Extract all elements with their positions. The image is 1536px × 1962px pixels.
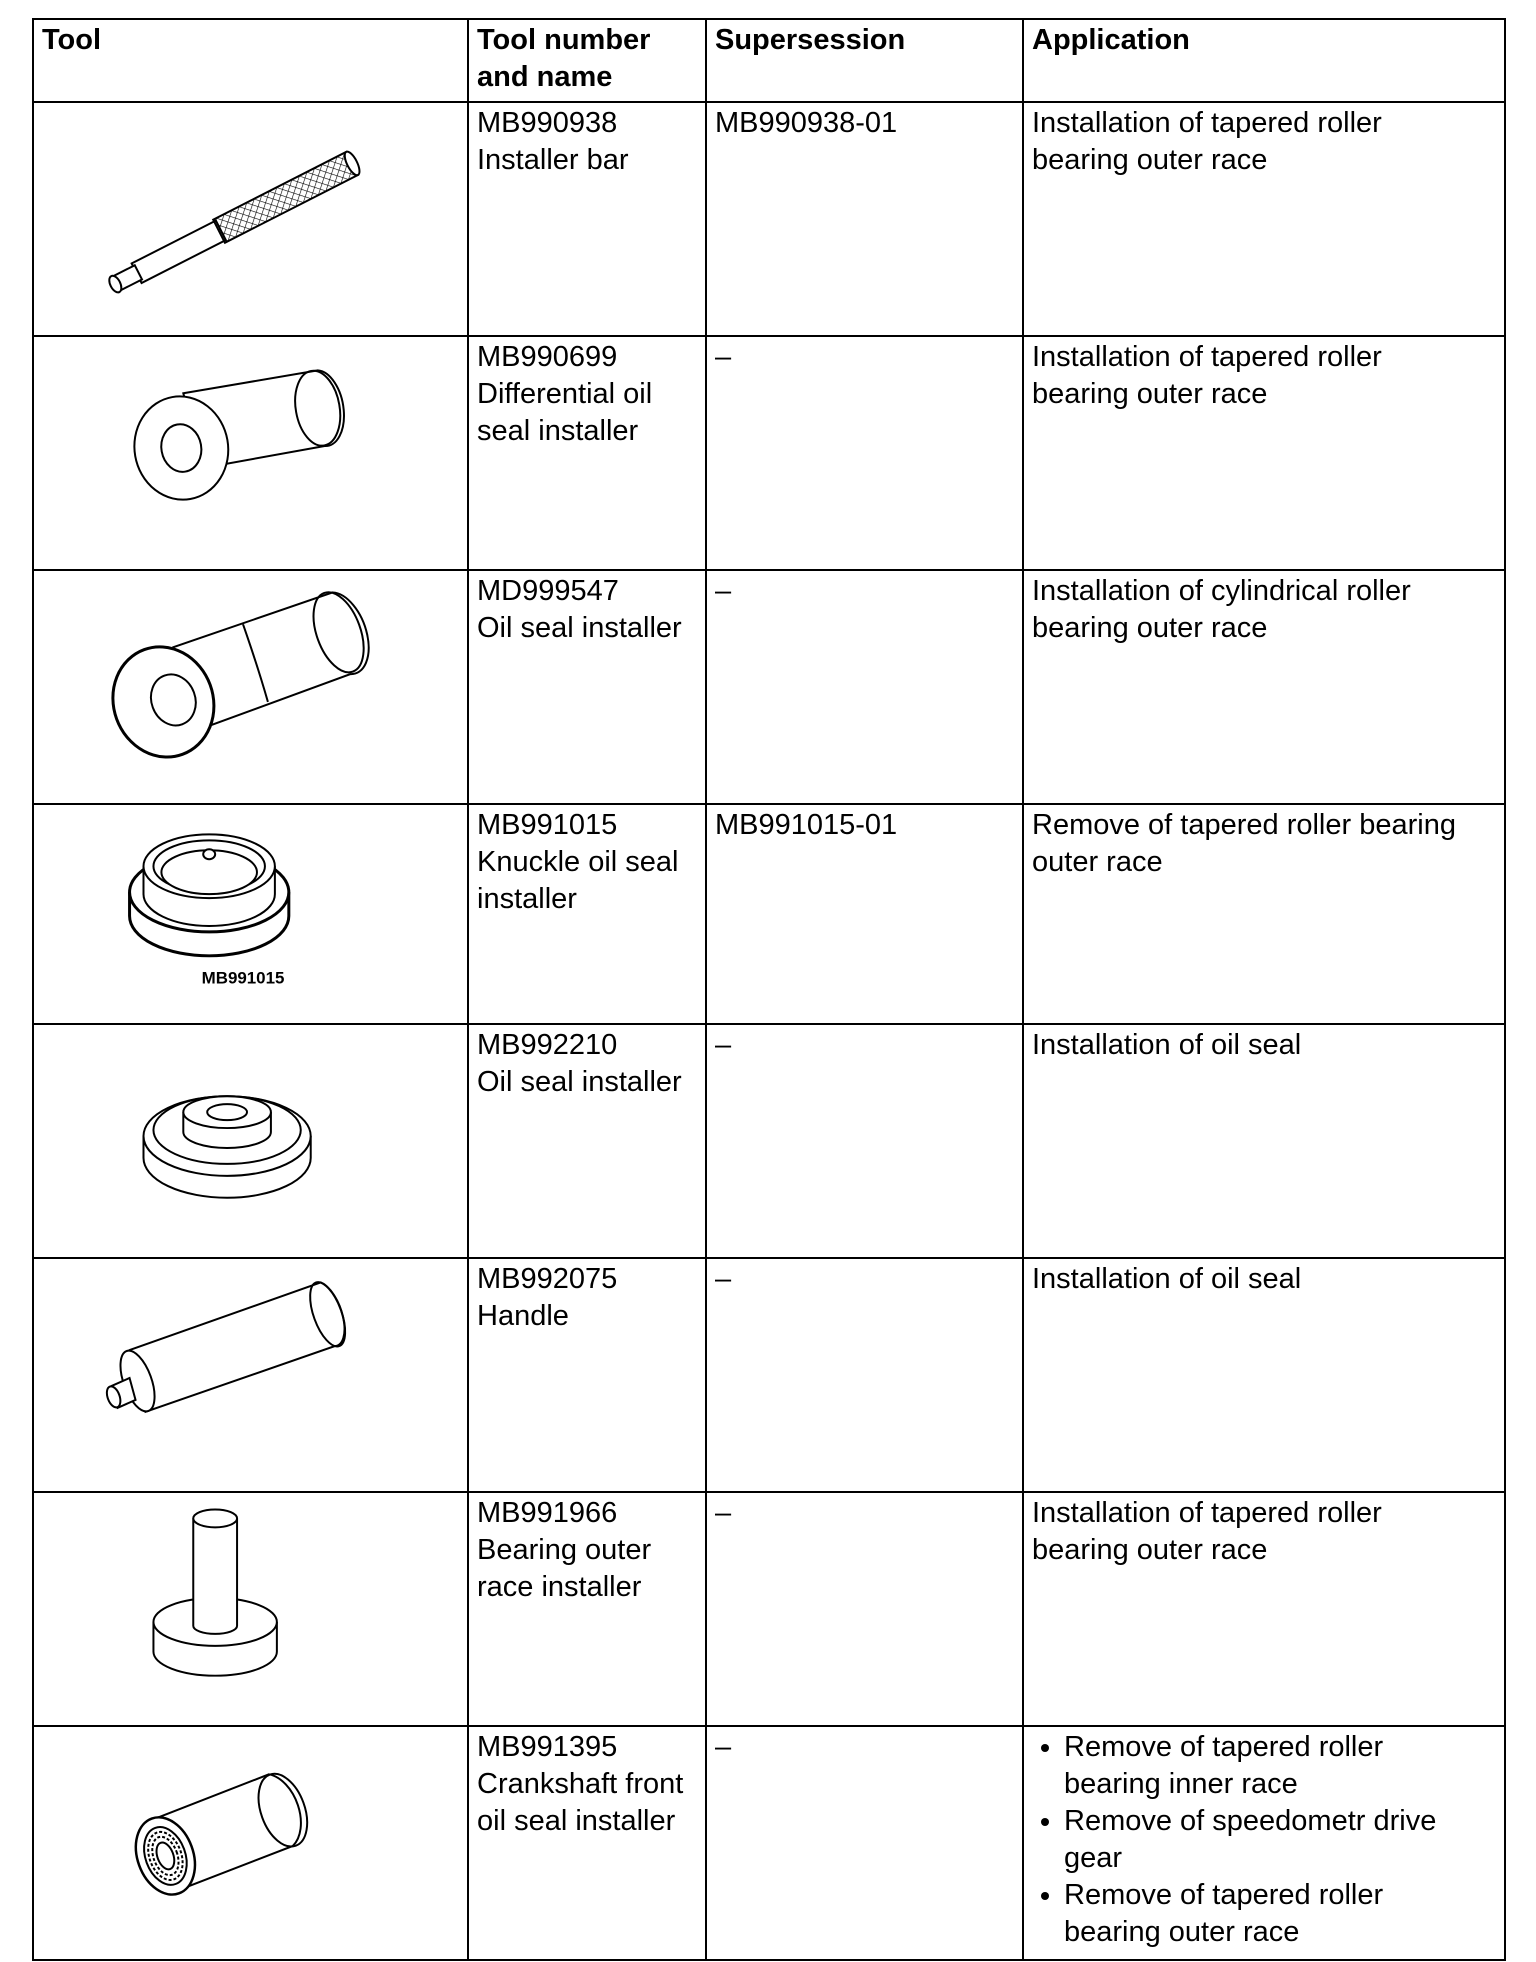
tool-number: MB990699	[477, 341, 618, 373]
supersession-cell: –	[706, 1726, 1023, 1960]
application-line: Installation of cylindrical roller	[1032, 575, 1411, 607]
application-line: outer race	[1032, 846, 1163, 878]
tool-name-line: Knuckle oil seal	[477, 846, 679, 878]
tool-name-line: Crankshaft front	[477, 1768, 684, 1800]
supersession-cell: –	[706, 1258, 1023, 1492]
table-row	[33, 1024, 1505, 1258]
application-cell	[1023, 336, 1505, 570]
tool-number-name-cell	[468, 102, 706, 336]
crankshaft-front-oil-seal-installer-drawing	[34, 1727, 467, 1959]
tool-number-name-cell	[468, 1258, 706, 1492]
application-line: bearing outer race	[1032, 144, 1268, 176]
header-row	[33, 19, 1505, 102]
tool-illustration-differential-oil-seal-installer	[33, 336, 468, 570]
supersession-cell: MB991015-01	[706, 804, 1023, 1024]
tool-illustration-oil-seal-installer-cylinder	[33, 570, 468, 804]
tool-name-line: Oil seal installer	[477, 612, 682, 644]
header-tool-number-line-2: and name	[477, 61, 613, 93]
application-bullet: • Remove of tapered roller bearing outer race	[1064, 1877, 1496, 1951]
application-bullet: • Remove of tapered roller bearing inner race	[1064, 1729, 1496, 1803]
tool-name-line: Oil seal installer	[477, 1066, 682, 1098]
tool-illustration-oil-seal-installer-disc	[33, 1024, 468, 1258]
tool-number-name-cell	[468, 1726, 706, 1960]
table-row	[33, 1258, 1505, 1492]
tool-illustration-bearing-outer-race-installer	[33, 1492, 468, 1726]
illustration-label: MB991015	[201, 968, 285, 988]
oil-seal-installer-cylinder-drawing	[34, 571, 467, 803]
tool-name-line: Differential oil	[477, 378, 653, 410]
tool-name-line: race installer	[477, 1571, 642, 1603]
tool-illustration-installer-bar	[33, 102, 468, 336]
header-supersession: Supersession	[706, 19, 1023, 102]
supersession-cell: –	[706, 1492, 1023, 1726]
application-cell	[1023, 1024, 1505, 1258]
header-tool: Tool	[33, 19, 468, 102]
application-line: Remove of tapered roller bearing	[1032, 809, 1456, 841]
tool-name-line: Handle	[477, 1300, 569, 1332]
application-bullet: • Remove of speedometr drive gear	[1064, 1803, 1496, 1877]
tool-name-line: Installer bar	[477, 144, 629, 176]
tool-illustration-crankshaft-front-oil-seal-installer	[33, 1726, 468, 1960]
tool-number: MB992210	[477, 1029, 618, 1061]
supersession-cell: –	[706, 570, 1023, 804]
application-line: bearing outer race	[1032, 612, 1268, 644]
table-row	[33, 570, 1505, 804]
table-row	[33, 102, 1505, 336]
tool-number: MB990938	[477, 107, 618, 139]
tool-number-name-cell	[468, 1024, 706, 1258]
knuckle-oil-seal-installer-drawing	[34, 805, 467, 1023]
supersession-cell: –	[706, 336, 1023, 570]
tool-illustration-handle	[33, 1258, 468, 1492]
application-cell	[1023, 1726, 1505, 1960]
tool-number: MB991395	[477, 1731, 618, 1763]
tool-number: MD999547	[477, 575, 619, 607]
tool-name-line: Bearing outer	[477, 1534, 652, 1566]
bearing-outer-race-installer-drawing	[34, 1493, 467, 1725]
application-line: bearing outer race	[1032, 378, 1268, 410]
tool-name-line: seal installer	[477, 415, 639, 447]
tool-number: MB992075	[477, 1263, 618, 1295]
table-row	[33, 1726, 1505, 1960]
oil-seal-installer-disc-drawing	[34, 1025, 467, 1257]
supersession-cell: MB990938-01	[706, 102, 1023, 336]
application-cell	[1023, 1258, 1505, 1492]
tool-number-name-cell	[468, 804, 706, 1024]
application-line: bearing outer race	[1032, 1534, 1268, 1566]
tool-name-line: oil seal installer	[477, 1805, 676, 1837]
header-tool-number-name	[468, 19, 706, 102]
tool-number-name-cell	[468, 336, 706, 570]
table-row	[33, 804, 1505, 1024]
special-tools-table	[32, 18, 1506, 1961]
application-cell	[1023, 804, 1505, 1024]
tool-number: MB991966	[477, 1497, 618, 1529]
header-application: Application	[1023, 19, 1505, 102]
tool-name-line: installer	[477, 883, 577, 915]
header-tool-number-line-1: Tool number	[477, 24, 651, 56]
supersession-cell: –	[706, 1024, 1023, 1258]
application-line: Installation of tapered roller	[1032, 341, 1382, 373]
tool-number: MB991015	[477, 809, 618, 841]
application-cell	[1023, 102, 1505, 336]
table-row	[33, 336, 1505, 570]
table-row	[33, 1492, 1505, 1726]
tool-number-name-cell	[468, 570, 706, 804]
application-line: Installation of tapered roller	[1032, 107, 1382, 139]
tool-illustration-knuckle-oil-seal-installer	[33, 804, 468, 1024]
application-bullet-list	[1032, 1729, 1496, 1951]
application-cell	[1023, 570, 1505, 804]
application-line: Installation of oil seal	[1032, 1263, 1302, 1295]
application-line: Installation of tapered roller	[1032, 1497, 1382, 1529]
tool-number-name-cell	[468, 1492, 706, 1726]
application-cell	[1023, 1492, 1505, 1726]
installer-bar-drawing	[34, 103, 467, 335]
handle-drawing	[34, 1259, 467, 1491]
differential-oil-seal-installer-drawing	[34, 337, 467, 569]
application-line: Installation of oil seal	[1032, 1029, 1302, 1061]
